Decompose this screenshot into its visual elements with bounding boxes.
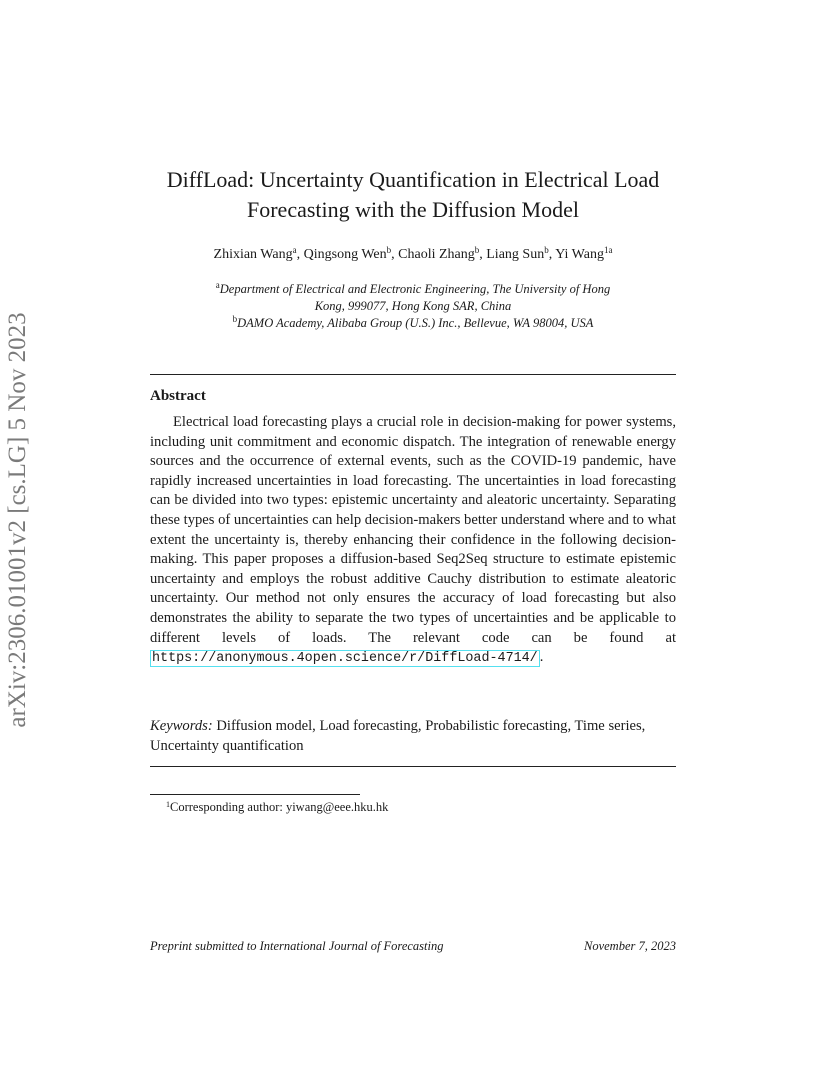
author-name: Qingsong Wen xyxy=(303,247,387,262)
paper-title xyxy=(150,165,676,225)
abstract-body xyxy=(150,413,676,669)
footnote-mark: 1 xyxy=(166,800,170,809)
code-link[interactable]: https://anonymous.4open.science/r/DiffLoad-4714/ xyxy=(152,651,538,667)
footer-date: November 7, 2023 xyxy=(584,939,676,953)
author-list: Zhixian Wang$^a$, Qingsong Wen$^b$, Chaoli Zhang$^b$, Liang Sun$^b$, Yi Wang$^{1a}$ xyxy=(213,245,613,262)
url-period: . xyxy=(539,649,544,666)
affiliation-line: Department of Electrical and Electronic Engineering, The University of Hong xyxy=(219,282,611,296)
title-line-1: DiffLoad: Uncertainty Quantification in Electrical Load xyxy=(166,167,660,192)
abstract-heading: Abstract xyxy=(150,388,206,404)
title-line-2: Forecasting with the Diffusion Model xyxy=(247,197,579,222)
top-rule xyxy=(150,374,676,375)
affiliation-mark: b xyxy=(232,314,238,324)
author-name: Yi Wang xyxy=(555,247,604,262)
footnote-rule xyxy=(150,794,360,795)
abstract-text: Electrical load forecasting plays a crucial role in decision-making for power systems, including unit commitment and economic dispatch. The integration of renewable energy sources and the occurrence of external events, such as the COVID-19 pandemic, have rapidly increased uncertainties in load forecasting. The uncertainties in load forecasting can be divided into two types: epistemic uncertainty and aleatoric uncertainty. Separating these types of uncertainties can help decision-makers better understand where and to what extent the uncertainty is, thereby enhancing their confidence in the following decision-making. This paper proposes a diffusion-based Seq2Seq structure to estimate epistemic uncertainty and employs the robust additive Cauchy distribution to estimate aleatoric uncertainty. Our method not only ensures the accuracy of load forecasting but also demonstrates the ability to separate the two types of uncertainties and be applicable to different levels of loads. The relevant code can be found at xyxy=(150,414,676,646)
affiliation-mark: a xyxy=(215,280,220,290)
author-name: Zhixian Wang xyxy=(213,247,293,262)
author-mark: a xyxy=(292,245,297,255)
author-mark: b xyxy=(544,245,549,255)
affiliation-b xyxy=(150,311,676,332)
author-name: Chaoli Zhang xyxy=(398,247,475,262)
arxiv-id-text: arXiv:2306.01001v2 [cs.LG] 5 Nov 2023 xyxy=(4,312,31,728)
author-mark: 1a xyxy=(603,245,613,255)
affiliation-line: DAMO Academy, Alibaba Group (U.S.) Inc., Bellevue, WA 98004, USA xyxy=(237,316,594,330)
keywords-text: Diffusion model, Load forecasting, Probabilistic forecasting, Time series, Uncertainty quantification xyxy=(150,718,646,754)
author-name: Liang Sun xyxy=(486,247,545,262)
keywords xyxy=(150,717,676,756)
author-mark: b xyxy=(386,245,392,255)
footnote xyxy=(166,800,388,815)
affiliation-line: Kong, 999077, Hong Kong SAR, China xyxy=(314,299,512,313)
keywords-label: Keywords: xyxy=(150,718,213,734)
footer-journal: Preprint submitted to International Journal of Forecasting xyxy=(150,939,444,953)
bottom-rule xyxy=(150,766,676,767)
footnote-text: Corresponding author: yiwang@eee.hku.hk xyxy=(170,800,389,814)
affiliation-a xyxy=(150,277,676,315)
author-mark: b xyxy=(474,245,480,255)
